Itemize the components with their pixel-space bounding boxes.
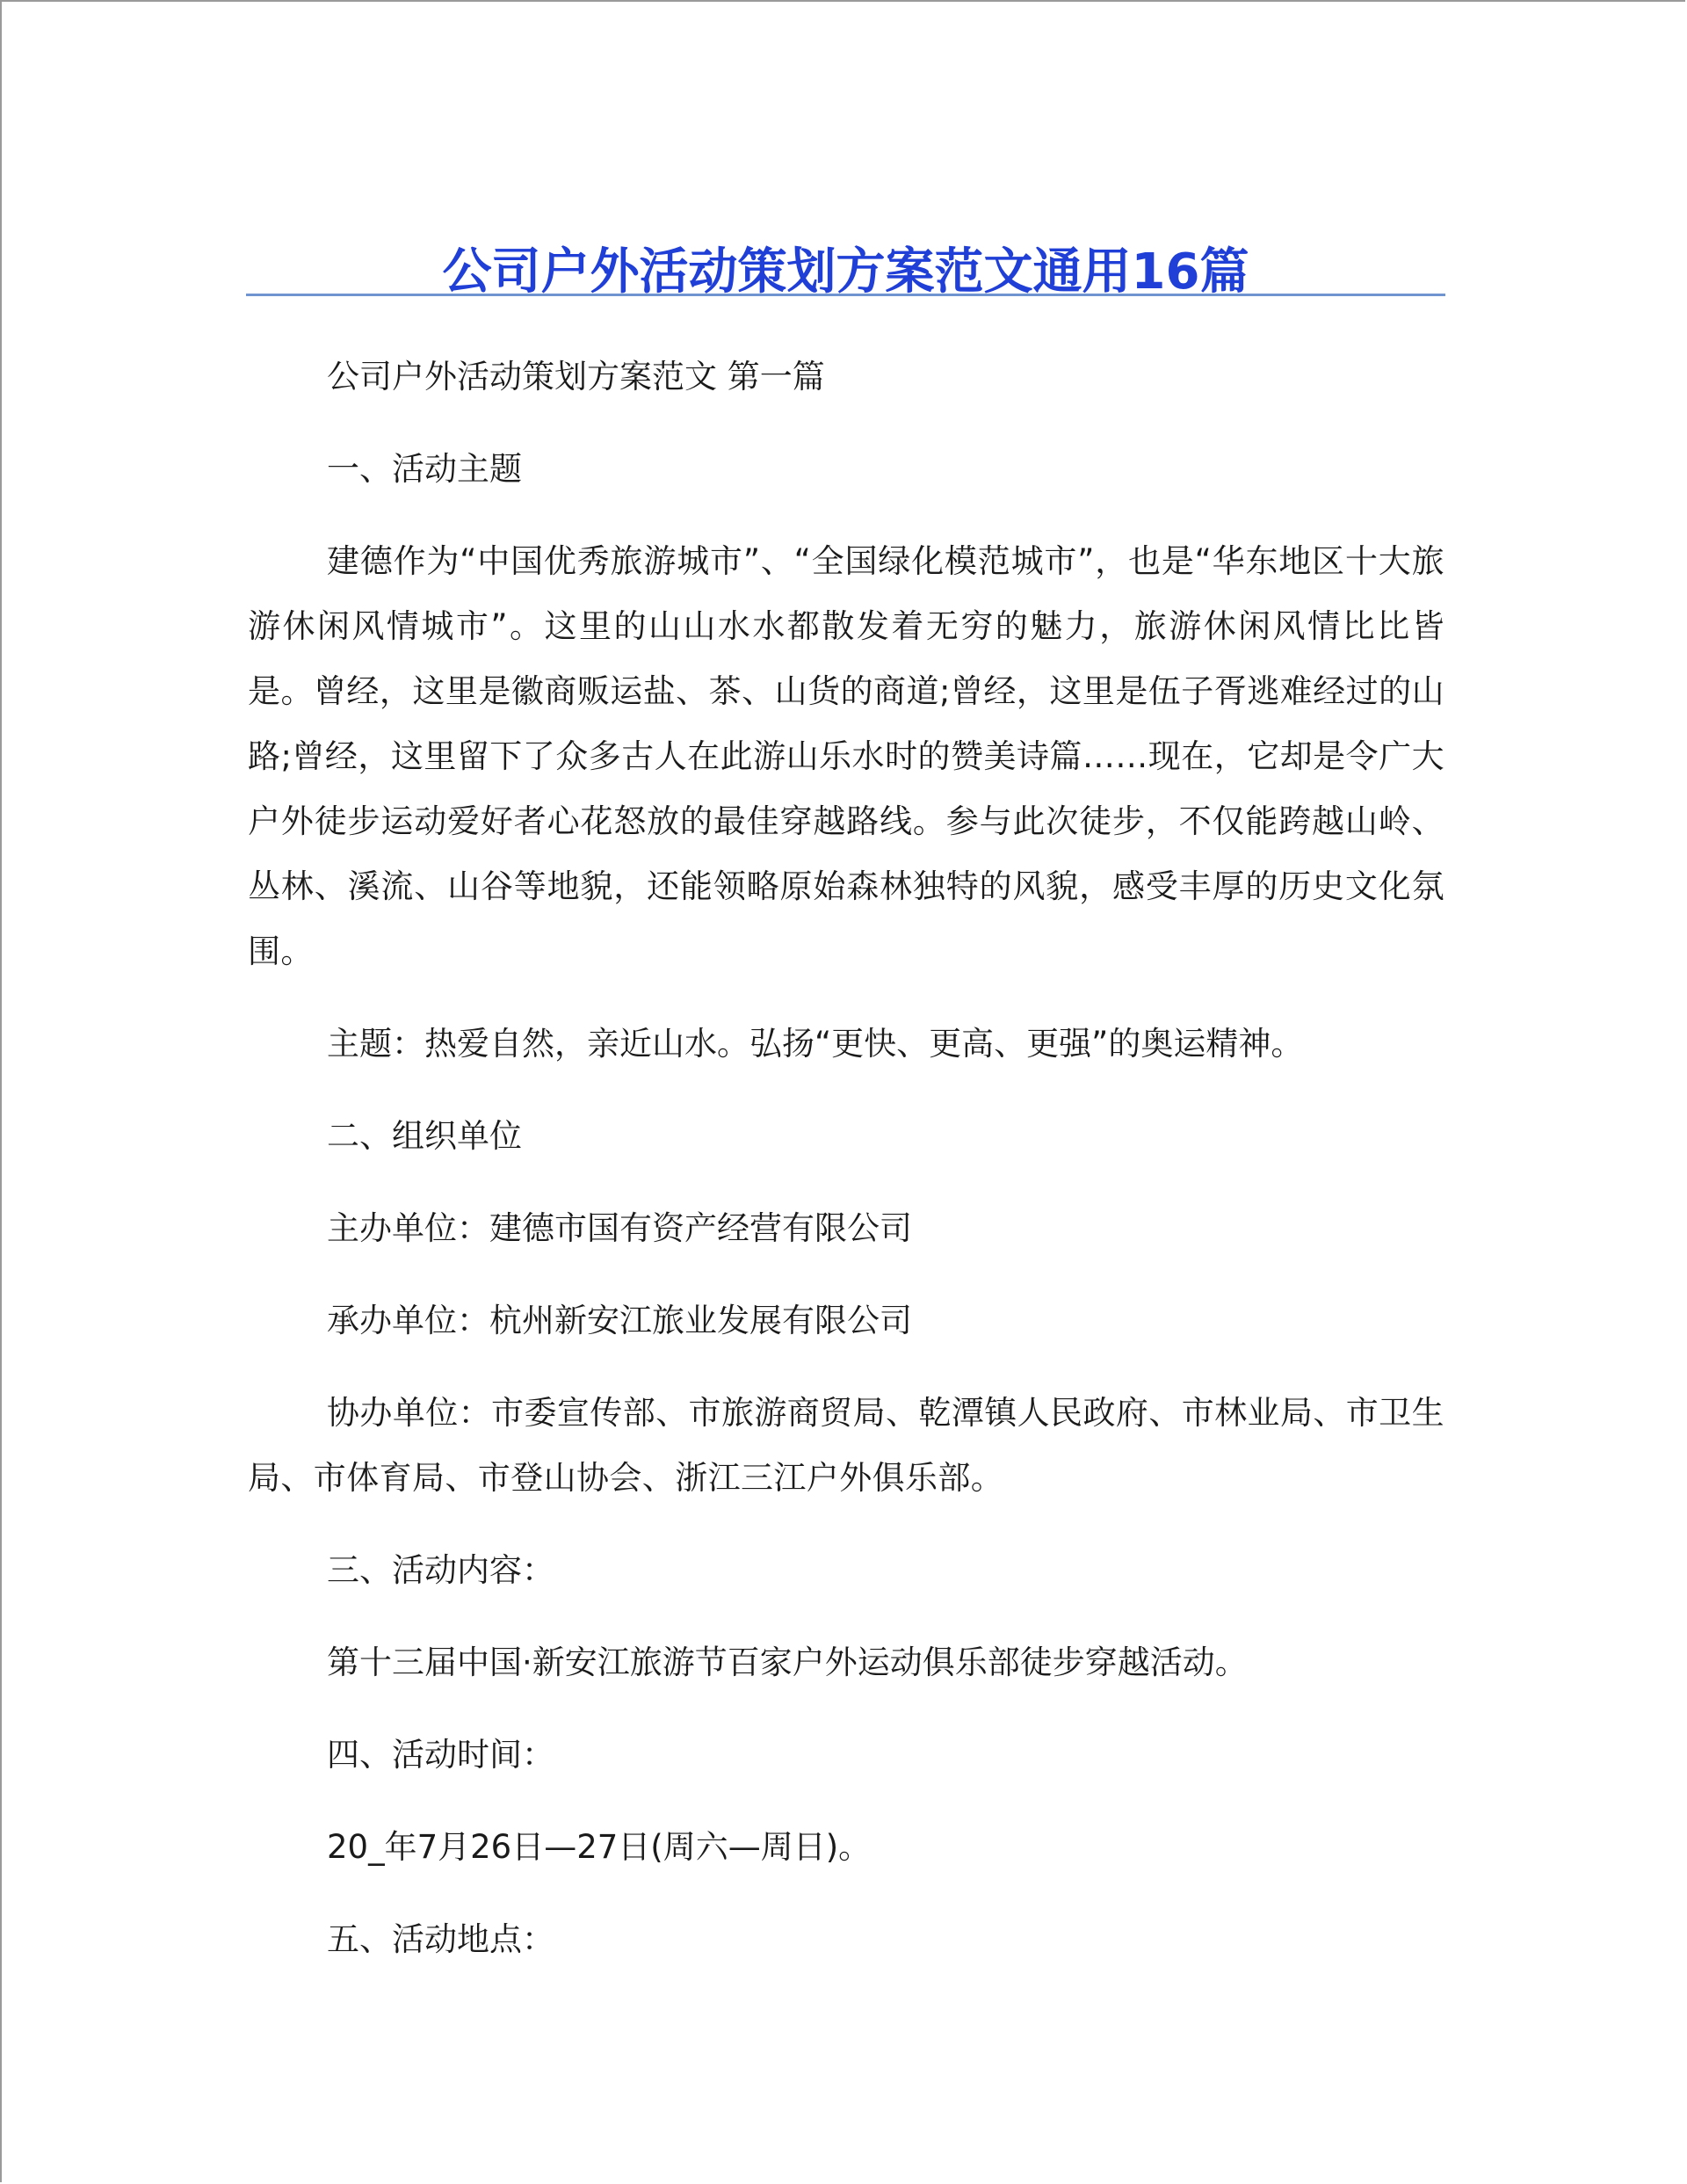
body-paragraph: 协办单位：市委宣传部、市旅游商贸局、乾潭镇人民政府、市林业局、市卫生局、市体育局、市登山协会、浙江三江户外俱乐部。 — [248, 1394, 1444, 1497]
document-title: 公司户外活动策划方案范文通用16篇 — [442, 243, 1249, 301]
title-divider — [246, 294, 1445, 296]
subheading: 五、活动地点： — [327, 1920, 554, 1958]
body-paragraph: 建德作为“中国优秀旅游城市”、“全国绿化模范城市”，也是“华东地区十大旅游休闲风情城市”。这里的山山水水都散发着无穷的魅力，旅游休闲风情比比皆是。曾经，这里是徽商贩运盐、茶、山货的商道;曾经，这里是伍子胥逃难经过的山路;曾经，这里留下了众多古人在此游山乐水时的赞美诗篇……现在，它却是令广大户外徒步运动爱好者心花怒放的最佳穿越路线。参与此次徒步，不仅能跨越山岭、丛林、溪流、山谷等地貌，还能领略原始森林独特的风貌，感受丰厚的历史文化氛围。 — [248, 542, 1444, 970]
subheading: 三、活动内容： — [327, 1551, 554, 1589]
body-paragraph: 承办单位：杭州新安江旅业发展有限公司 — [327, 1302, 912, 1339]
body-paragraph: 主题：热爱自然，亲近山水。弘扬“更快、更高、更强”的奥运精神。 — [327, 1025, 1304, 1063]
document-body — [248, 345, 1444, 1999]
subheading: 二、组织单位 — [327, 1117, 522, 1155]
body-paragraph: 20_年7月26日—27日(周六—周日)。 — [327, 1828, 872, 1866]
subheading: 一、活动主题 — [327, 450, 522, 488]
body-paragraph: 第十三届中国·新安江旅游节百家户外运动俱乐部徒步穿越活动。 — [327, 1643, 1248, 1681]
section-heading: 公司户外活动策划方案范文 第一篇 — [327, 358, 825, 395]
body-paragraph: 主办单位：建德市国有资产经营有限公司 — [327, 1209, 912, 1247]
subheading: 四、活动时间： — [327, 1736, 554, 1774]
